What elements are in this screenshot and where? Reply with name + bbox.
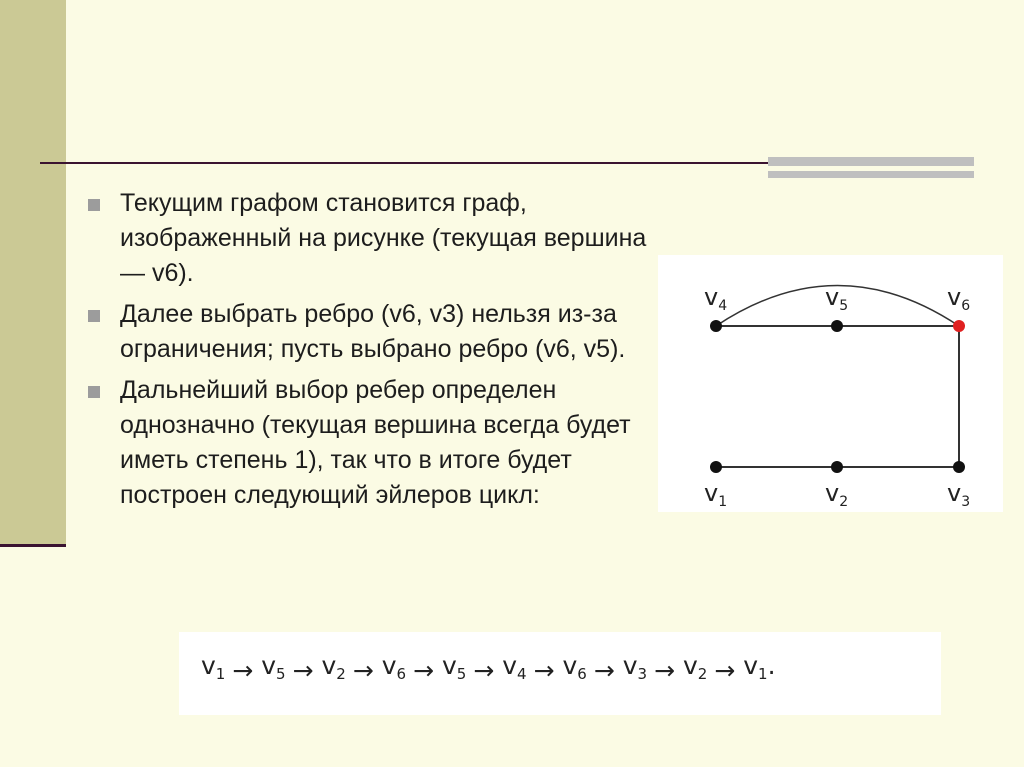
- bullet-item: [82, 373, 672, 513]
- euler-cycle-formula: [179, 632, 941, 715]
- graph-vertex-v6: [953, 320, 965, 332]
- bullet-square-icon: [88, 310, 100, 322]
- vertex-label-v2: $v_2$: [825, 479, 849, 510]
- vertex-label-v4: $v_4$: [704, 283, 728, 314]
- bullet-list: [82, 186, 672, 519]
- vertex-label-v6: $v_6$: [947, 283, 971, 314]
- graph-vertex-v3: [953, 461, 965, 473]
- vertex-label-v5: $v_5$: [825, 283, 849, 314]
- graph-vertex-v5: [831, 320, 843, 332]
- graph-vertex-v2: [831, 461, 843, 473]
- bullet-text: Далее выбрать ребро (v6, v3) нельзя из-за ограничения; пусть выбрано ребро (v6, v5).: [120, 300, 626, 363]
- bullet-square-icon: [88, 199, 100, 211]
- title-divider-block-bottom: [768, 171, 974, 178]
- bullet-item: [82, 186, 672, 291]
- bullet-square-icon: [88, 386, 100, 398]
- graph-figure: [658, 255, 1003, 512]
- euler-cycle-sequence: [179, 632, 941, 715]
- graph-vertex-v4: [710, 320, 722, 332]
- left-decor-band: [0, 0, 66, 544]
- left-decor-rule: [0, 544, 66, 547]
- graph-diagram: [658, 255, 1003, 512]
- graph-vertex-v1: [710, 461, 722, 473]
- vertex-label-v1: $v_1$: [704, 479, 728, 510]
- bullet-text: Текущим графом становится граф, изображенный на рисунке (текущая вершина — v6).: [120, 189, 647, 287]
- bullet-item: [82, 297, 672, 367]
- title-divider-block-top: [768, 157, 974, 166]
- bullet-text: Дальнейший выбор ребер определен однозначно (текущая вершина всегда будет иметь степень 1), так что в итоге будет построен следующий эйлеров цикл:: [120, 376, 631, 509]
- cycle-text: $v_1 \to v_5 \to v_2 \to v_6 \to v_5 \to v_4 \to v_6 \to v_3 \to v_2 \to v_1$.: [201, 651, 776, 685]
- vertex-label-v3: $v_3$: [947, 479, 971, 510]
